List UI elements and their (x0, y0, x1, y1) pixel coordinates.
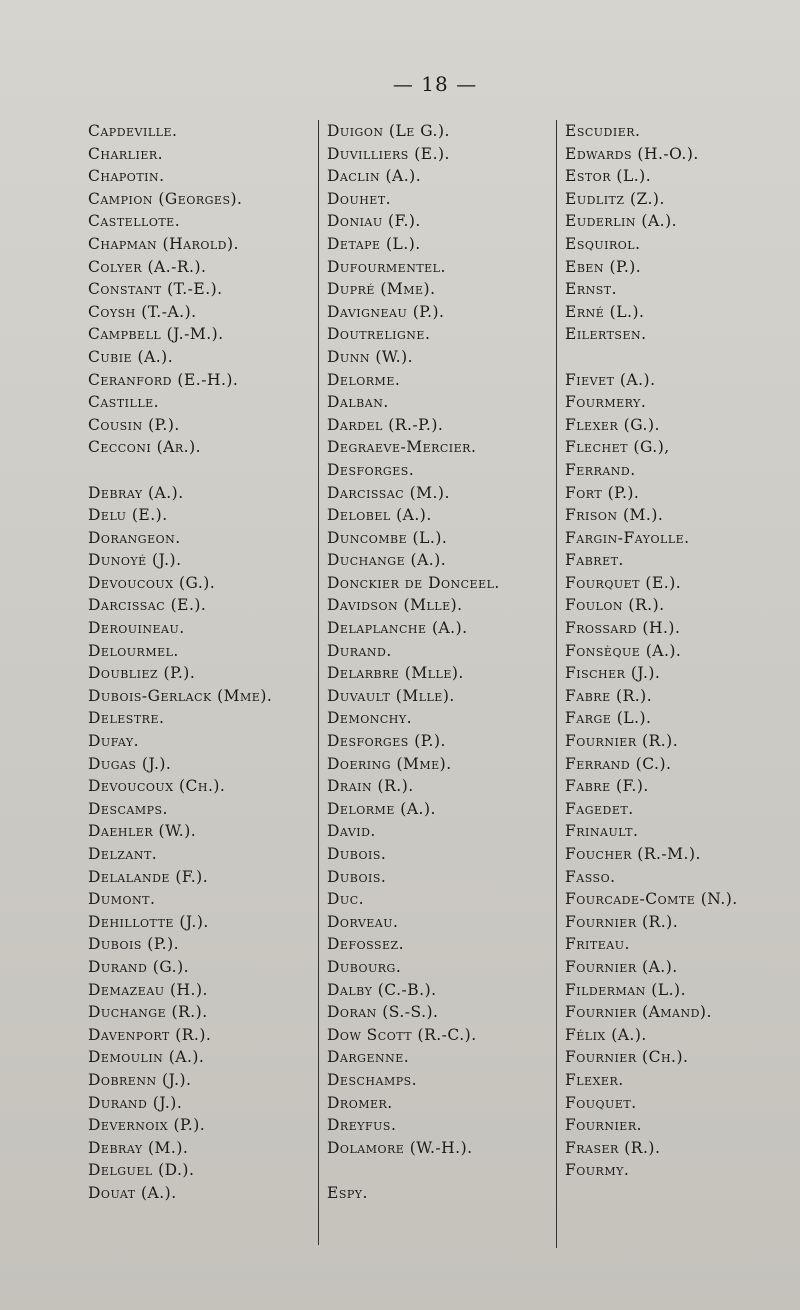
name-entry: Foulon (R.). (565, 596, 665, 615)
name-entry: Delguel (D.). (88, 1161, 195, 1180)
name-entry: Devoucoux (Ch.). (88, 777, 226, 796)
name-entry: Demazeau (H.). (88, 980, 208, 999)
group-spacer (88, 459, 308, 482)
name-entry: Daclin (A.). (327, 167, 422, 186)
name-entry: Doutreligne. (327, 325, 431, 344)
name-entry: Dalby (C.-B.). (327, 980, 437, 999)
name-entry: Dehillotte (J.). (88, 912, 209, 931)
name-entry: Devernoix (P.). (88, 1116, 206, 1135)
name-entry: Fonsèque (A.). (565, 641, 682, 660)
name-entry: Dorangeon. (88, 528, 181, 547)
name-entry: Eben (P.). (565, 257, 642, 276)
name-entry: Flexer. (565, 1070, 624, 1089)
name-entry: Demonchy. (327, 709, 413, 728)
name-entry: Dubois. (327, 867, 387, 886)
name-entry: Detape (L.). (327, 234, 421, 253)
name-entry: Dugas (J.). (88, 754, 172, 773)
name-entry: Davenport (R.). (88, 1025, 212, 1044)
name-entry: Daehler (W.). (88, 822, 197, 841)
name-entry: Darcissac (M.). (327, 483, 450, 502)
name-column-2 (318, 120, 557, 1245)
name-entry: Dufay. (88, 732, 140, 751)
name-entry: Durand. (327, 641, 392, 660)
name-entry: Fournier (A.). (565, 957, 678, 976)
name-entry: Capdeville. (88, 122, 178, 140)
name-entry: Duchange (R.). (88, 1003, 208, 1022)
name-entry: Flechet (G.), (565, 438, 670, 457)
name-entry: Friteau. (565, 935, 630, 954)
name-entry: Esquirol. (565, 234, 641, 253)
name-entry: Derouineau. (88, 619, 185, 638)
name-entry: Fagedet. (565, 799, 634, 818)
name-entry: Foucher (R.-M.). (565, 845, 701, 863)
name-entry: Devoucoux (G.). (88, 573, 216, 592)
name-entry: Duvilliers (E.). (327, 144, 450, 163)
name-entry: Ernst. (565, 280, 618, 299)
name-entry: Frossard (H.). (565, 619, 681, 638)
name-entry: Coysh (T.-A.). (88, 302, 197, 321)
name-entry: Escudier. (565, 122, 641, 140)
name-entry: Debray (A.). (88, 483, 184, 502)
name-entry: Fabre (R.). (565, 686, 653, 705)
name-entry: Eudlitz (Z.). (565, 189, 665, 208)
name-entry: Félix (A.). (565, 1025, 647, 1044)
name-entry: Campbell (J.-M.). (88, 325, 224, 344)
name-entry: Delobel (A.). (327, 506, 432, 525)
name-entry: Fort (P.). (565, 483, 640, 502)
name-entry: Douat (A.). (88, 1183, 177, 1202)
name-entry: Frison (M.). (565, 506, 664, 525)
name-entry: Fraser (R.). (565, 1138, 661, 1157)
name-entry: Davigneau (P.). (327, 302, 445, 321)
name-entry: Fischer (J.). (565, 664, 661, 683)
name-entry: Donckier de Donceel. (327, 573, 500, 592)
name-entry: Darcissac (E.). (88, 596, 207, 615)
name-entry: Davidson (Mlle). (327, 596, 463, 615)
name-entry: Fournier (Ch.). (565, 1048, 689, 1067)
name-entry: Descamps. (88, 799, 168, 818)
name-column-3 (556, 120, 800, 1248)
name-entry: Dumont. (88, 890, 156, 909)
name-entry: Drain (R.). (327, 777, 414, 796)
name-entry: Delzant. (88, 845, 158, 863)
name-entry: Fievet (A.). (565, 370, 656, 389)
name-entry: Durand (G.). (88, 957, 190, 976)
name-entry: Delalande (F.). (88, 867, 209, 886)
name-entry: Flexer (G.). (565, 415, 660, 434)
name-entry: Fasso. (565, 867, 616, 886)
name-entry: Duvault (Mlle). (327, 686, 455, 705)
name-entry: Degraeve-Mercier. (327, 438, 477, 457)
name-entry: Dow Scott (R.-C.). (327, 1025, 477, 1044)
name-entry: Doniau (F.). (327, 212, 421, 231)
name-entry: Fournier (R.). (565, 732, 679, 751)
name-entry: Euderlin (A.). (565, 212, 678, 231)
name-entry: Fourmery. (565, 393, 647, 412)
name-entry: Duc. (327, 890, 365, 909)
name-entry: Espy. (327, 1183, 368, 1202)
name-column-1 (88, 120, 308, 1205)
name-entry: Dargenne. (327, 1048, 410, 1067)
group-spacer (565, 346, 800, 369)
name-entry: Erné (L.). (565, 302, 645, 321)
name-entry: Debray (M.). (88, 1138, 189, 1157)
name-entry: Dreyfus. (327, 1116, 397, 1135)
name-entry: Filderman (L.). (565, 980, 687, 999)
name-entry: Fouquet. (565, 1093, 637, 1112)
name-entry: Ceranford (E.-H.). (88, 370, 239, 389)
name-entry: Dorveau. (327, 912, 399, 931)
name-entry: Duigon (Le G.). (327, 122, 450, 140)
name-entry: Fabret. (565, 551, 624, 570)
name-entry: Dromer. (327, 1093, 393, 1112)
name-entry: Dubois (P.). (88, 935, 180, 954)
name-entry: Fournier (R.). (565, 912, 679, 931)
name-entry: Deschamps. (327, 1070, 418, 1089)
name-entry: Duchange (A.). (327, 551, 447, 570)
name-entry: Delu (E.). (88, 506, 168, 525)
name-entry: Castellote. (88, 212, 181, 231)
name-entry: David. (327, 822, 376, 841)
name-entry: Edwards (H.-O.). (565, 144, 699, 163)
name-entry: Eilertsen. (565, 325, 647, 344)
name-entry: Frinault. (565, 822, 639, 841)
name-entry: Campion (Georges). (88, 189, 243, 208)
name-entry: Desforges. (327, 460, 415, 479)
name-entry: Ferrand (C.). (565, 754, 672, 773)
name-entry: Cousin (P.). (88, 415, 180, 434)
name-entry: Doran (S.-S.). (327, 1003, 439, 1022)
name-entry: Chapman (Harold). (88, 234, 239, 253)
name-entry: Delorme (A.). (327, 799, 436, 818)
name-entry: Cecconi (Ar.). (88, 438, 202, 457)
name-entry: Dubourg. (327, 957, 402, 976)
name-entry: Dubois. (327, 845, 387, 863)
name-entry: Defossez. (327, 935, 405, 954)
name-entry: Fourmy. (565, 1161, 630, 1180)
name-entry: Fournier. (565, 1116, 643, 1135)
name-entry: Duncombe (L.). (327, 528, 448, 547)
name-entry: Estor (L.). (565, 167, 652, 186)
name-entry: Doering (Mme). (327, 754, 452, 773)
name-entry: Fargin-Fayolle. (565, 528, 690, 547)
name-entry: Fourcade-Comte (N.). (565, 890, 738, 909)
name-entry: Demoulin (A.). (88, 1048, 205, 1067)
name-entry: Durand (J.). (88, 1093, 183, 1112)
name-entry: Colyer (A.-R.). (88, 257, 207, 276)
name-entry: Dubois-Gerlack (Mme). (88, 686, 273, 705)
name-entry: Douhet. (327, 189, 392, 208)
name-entry: Delarbre (Mlle). (327, 664, 464, 683)
name-entry: Dardel (R.-P.). (327, 415, 444, 434)
name-entry: Dupré (Mme). (327, 280, 436, 299)
name-entry: Cubie (A.). (88, 347, 174, 366)
name-entry: Constant (T.-E.). (88, 280, 223, 299)
name-entry: Dolamore (W.-H.). (327, 1138, 473, 1157)
name-entry: Dalban. (327, 393, 389, 412)
name-entry: Doubliez (P.). (88, 664, 196, 683)
name-entry: Dunoyé (J.). (88, 551, 182, 570)
name-entry: Delourmel. (88, 641, 179, 660)
group-spacer (327, 1159, 557, 1182)
name-entry: Chapotin. (88, 167, 165, 186)
name-entry: Charlier. (88, 144, 164, 163)
name-entry: Dunn (W.). (327, 347, 414, 366)
name-entry: Delestre. (88, 709, 165, 728)
name-entry: Fournier (Amand). (565, 1003, 712, 1022)
name-entry: Fabre (F.). (565, 777, 649, 796)
name-entry: Dufourmentel. (327, 257, 446, 276)
name-entry: Desforges (P.). (327, 732, 446, 751)
name-entry: Fourquet (E.). (565, 573, 682, 592)
name-entry: Delorme. (327, 370, 401, 389)
name-entry: Delaplanche (A.). (327, 619, 468, 638)
name-entry: Dobrenn (J.). (88, 1070, 192, 1089)
name-entry: Farge (L.). (565, 709, 652, 728)
name-entry: Ferrand. (565, 460, 636, 479)
name-entry: Castille. (88, 393, 160, 412)
page-number: — 18 — (392, 72, 478, 96)
